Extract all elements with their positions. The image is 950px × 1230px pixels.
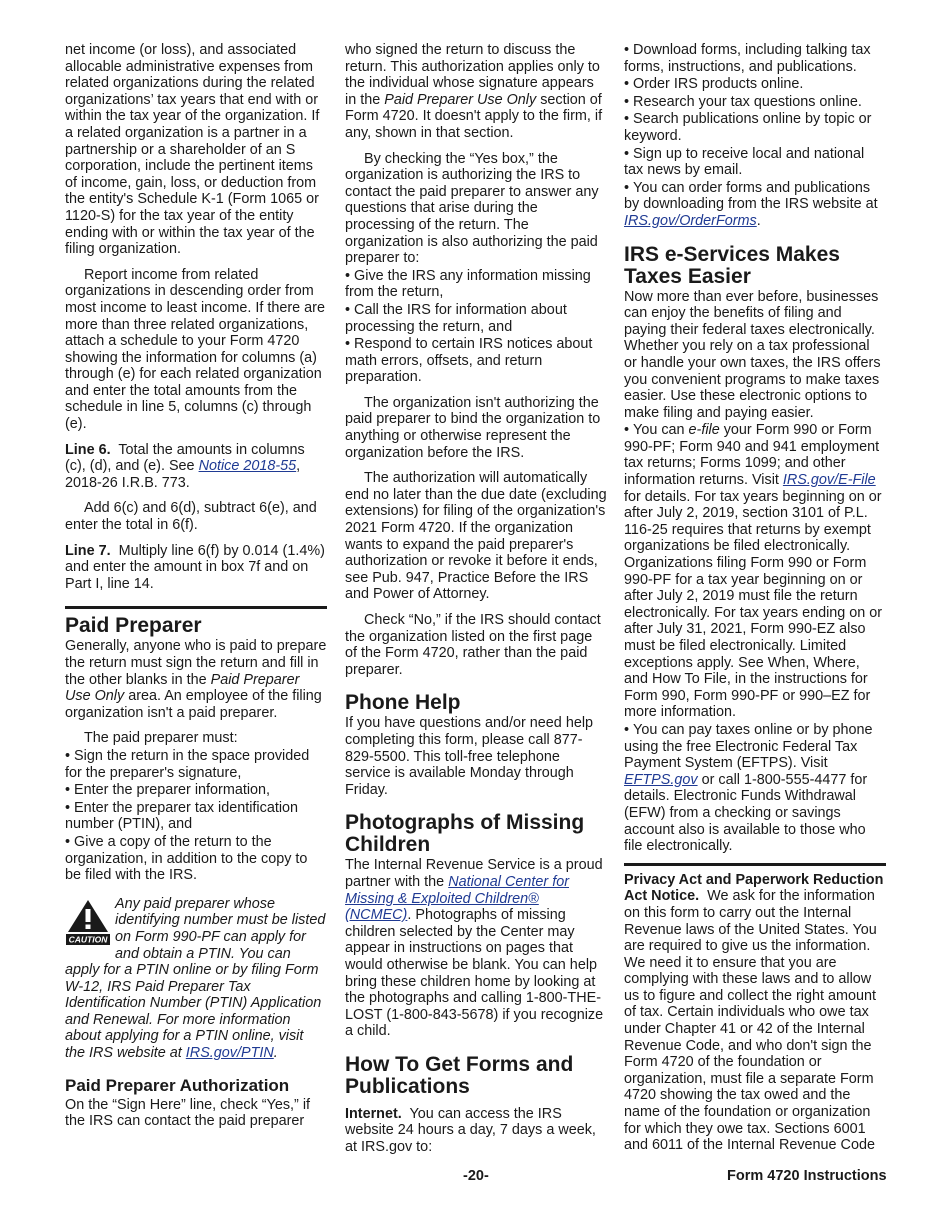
paragraph-authorization: On the “Sign Here” line, check “Yes,” if the IRS can contact the paid preparer — [65, 1096, 311, 1130]
efile-italic: e-file — [688, 422, 720, 439]
column-left — [65, 42, 327, 1139]
paragraph-related-orgs: net income (or loss), and associated allocable administrative expenses from related organizations during the related organizations’ tax years that end with or within the tax year of the organization. If a related organization is a partner in a partnership or a shareholder of an S corporation, include the pertinent items of income, gain, loss, or deduction from the entity's Schedule K-1 (Form 1065 or 1120-S) for the tax year of the entity ending with or within the tax year of the filing organization. — [65, 42, 320, 258]
photos-text: The Internal Revenue Service is a proud partner with the — [345, 857, 603, 890]
signed-italic: Paid Preparer Use Only — [384, 91, 537, 108]
caution-icon — [65, 898, 111, 946]
list-item: • Sign up to receive local and national tax news by email. — [624, 146, 886, 179]
form-name: Form 4720 Instructions — [727, 1168, 887, 1184]
list-item: • Search publications online by topic or keyword. — [624, 111, 886, 144]
efile-text: You can — [633, 422, 685, 439]
paragraph-signed-return — [345, 42, 607, 142]
paragraph-e-services: Now more than ever before, businesses can enjoy the benefits of filing and paying their federal taxes electronically. Whether you rely on a tax professional or handle your own taxes, the IRS offers you convenient programs to make taxes easier. Use these electronic options to make filing and paying easier. — [624, 288, 881, 421]
paragraph-internet — [345, 1106, 607, 1156]
list-item: • Enter the preparer information, — [65, 782, 327, 799]
paragraph-line-6 — [65, 442, 327, 492]
paragraph-check-no: Check “No,” if the IRS should contact the organization listed on the first page of the Form 4720, rather than the paid preparer. — [345, 612, 601, 678]
heading-phone-help: Phone Help — [345, 691, 461, 715]
section-divider — [65, 606, 327, 609]
pp-text-end: area. An employee of the filing organization isn't a paid preparer. — [65, 688, 322, 721]
ptin-link[interactable]: IRS.gov/PTIN — [185, 1045, 274, 1062]
paragraph-paid-preparer — [65, 638, 327, 721]
list-item-order-forms: • You can order forms and publications by downloading from the IRS website at IRS.gov/OrderForms. — [624, 180, 886, 230]
paragraph-authorization-end: The authorization will automatically end no later than the due date (excluding extensions) for filing of the organization's 2021 Form 4720. If the organization wants to expand the paid preparer's authorization or revoke it before it ends, see Pub. 947, Practice Before the IRS and Power of Attorney. — [345, 470, 607, 603]
paragraph-report-income: Report income from related organizations in descending order from most income to least income. If there are more than three related organizations, attach a schedule to your Form 4720 showing the information for columns (a) through (e) for each related organization and enter the total amounts from the schedule in line 5, columns (c) through (e). — [65, 266, 325, 433]
heading-paid-preparer-authorization: Paid Preparer Authorization — [65, 1075, 290, 1095]
list-item-eftps — [624, 722, 886, 855]
column-middle — [345, 42, 607, 1165]
pp-italic: Paid Preparer Use Only — [65, 671, 300, 705]
line-6-text: Total the amounts in columns (c), (d), and (e). See — [65, 441, 305, 475]
paragraph-line-7 — [65, 543, 327, 593]
privacy-text: We ask for the information on this form to carry out the Internal Revenue laws of the United States. You are required to give us the information. We need it to ensure that you are complying with these laws and to allow us to figure and collect the right amount of tax. Certain individuals who owe tax under Chapter 41 or 42 of the Internal Revenue Code, and who don't sign the Form 4720 of the foundation or organization, must file a separate Form 4720 showing the tax owed and the name of the foundation or organization for which they owe tax. Sections 6001 and 6011 of the Internal Revenue Code — [624, 888, 877, 1154]
order-forms-link[interactable]: IRS.gov/OrderForms — [624, 212, 757, 229]
internet-label: Internet. — [345, 1105, 402, 1122]
paragraph-not-authorizing: The organization isn't authorizing the paid preparer to bind the organization to anything or otherwise represent the organization before the IRS. — [345, 394, 601, 461]
list-item: • Enter the preparer tax identification number (PTIN), and — [65, 800, 327, 833]
list-item-efile — [624, 422, 886, 721]
caution-label: CAUTION — [68, 934, 108, 945]
paragraph-phone-help: If you have questions and/or need help completing this form, please call 877-829-5500. This toll-free telephone service is available Monday through Friday. — [345, 715, 594, 798]
pay-text-end: or call 1-800-555-4477 for details. Electronic Funds Withdrawal (EFW) from a checking or savings account also is available to those who file electronically. — [624, 771, 868, 855]
privacy-label: Privacy Act and Paperwork Reduction Act Notice. — [624, 871, 884, 905]
pp-text: Generally, anyone who is paid to prepare the return must sign the return and fill in the other blanks in the — [65, 638, 327, 688]
signed-text-end: section of Form 4720. It doesn't apply to the firm, if any, shown in that section. — [345, 91, 603, 141]
paragraph-privacy-act — [624, 872, 886, 1154]
internet-text: You can access the IRS website 24 hours a day, 7 days a week, at IRS.gov to: — [345, 1105, 596, 1156]
section-divider — [624, 863, 886, 866]
column-right — [624, 42, 886, 1163]
heading-photographs: Photographs of Missing Children — [345, 811, 585, 857]
pay-text: You can pay taxes online or by phone using the free Electronic Federal Tax Payment System (EFTPS). Visit — [624, 721, 873, 772]
line-7-label: Line 7. — [65, 542, 111, 559]
list-item: • Order IRS products online. — [624, 76, 886, 93]
efile-link[interactable]: IRS.gov/E-File — [782, 472, 876, 489]
list-item: • Give a copy of the return to the organization, in addition to the copy to be filed with the IRS. — [65, 834, 327, 884]
photos-text-end: . Photographs of missing children selected by the Center may appear in instructions on pages that would otherwise be blank. You can help bring these children home by looking at the photographs and calling 1-800-THE-LOST (1-800-843-5678) if you recognize a child. — [345, 907, 604, 1040]
efile-text-end: for details. For tax years beginning on or after July 2, 2019, section 3101 of P.L. 116-25 requires that returns by exempt organizations be filed electronically. Organizations filing Form 990 or Form 990-PF for a tax year beginning on or after July 2, 2019 must file the return electronically. For tax years ending on or after July 31, 2021, Form 990-EZ also must be filed electronically. Limited exceptions apply. See When, Where, and How To File, in the instructions for Form 990, Form 990-PF or 990–EZ for more information. — [624, 488, 883, 721]
paragraph-photographs — [345, 857, 607, 1040]
list-item: • Sign the return in the space provided for the preparer's signature, — [65, 748, 327, 781]
line-7-text: Multiply line 6(f) by 0.014 (1.4%) and enter the amount in box 7f and on Part I, line 14. — [65, 542, 325, 592]
page-number: -20- — [463, 1168, 489, 1184]
paragraph-preparer-must: The paid preparer must: — [84, 730, 238, 747]
caution-text: Any paid preparer whose identifying number must be listed on Form 990-PF can apply for and obtain a PTIN. You can apply for a PTIN online or by filing Form W-12, IRS Paid Preparer Tax Identification Number (PTIN) Application and Renewal. For more information about applying for a PTIN online, visit the IRS website at — [65, 895, 326, 1062]
paragraph-yes-box: By checking the “Yes box,” the organization is authorizing the IRS to contact the paid preparer to answer any questions that arise during the processing of the return. The organization is also authorizing the paid preparer to: — [345, 150, 599, 267]
list-item: • Download forms, including talking tax forms, instructions, and publications. — [624, 42, 886, 75]
order-text: You can order forms and publications by downloading from the IRS website at — [624, 179, 878, 213]
line-6-citation: , 2018-26 I.R.B. 773. — [65, 458, 301, 491]
heading-forms-publications: How To Get Forms and Publications — [345, 1052, 574, 1098]
heading-paid-preparer: Paid Preparer — [65, 614, 202, 638]
notice-2018-55-link[interactable]: Notice 2018-55 — [198, 458, 297, 475]
paragraph-add-6: Add 6(c) and 6(d), subtract 6(e), and enter the total in 6(f). — [65, 500, 317, 534]
efile-text-mid: your Form 990 or Form 990-PF; Form 940 and 941 employment tax returns; Forms 1099; and other information returns. Visit — [624, 422, 880, 489]
list-item: • Give the IRS any information missing from the return, — [345, 268, 607, 301]
list-item: • Call the IRS for information about processing the return, and — [345, 302, 607, 335]
eftps-link[interactable]: EFTPS.gov — [624, 771, 698, 788]
signed-text: who signed the return to discuss the return. This authorization applies only to the individual whose signature appears in the — [345, 42, 600, 108]
line-6-label: Line 6. — [65, 441, 111, 458]
caution-box: CAUTION Any paid preparer whose identifying number must be listed on Form 990-PF can apply for and obtain a PTIN. You can apply for a PTIN online or by filing Form W-12, IRS Paid Preparer Tax Identification Number (PTIN) Application and Renewal. For more information about applying for a PTIN online, visit the IRS website at IRS.gov/PTIN. — [65, 895, 326, 1062]
list-item: • Respond to certain IRS notices about math errors, offsets, and return preparation. — [345, 336, 607, 386]
heading-e-services: IRS e-Services Makes Taxes Easier — [624, 242, 840, 288]
list-item: • Research your tax questions online. — [624, 94, 886, 111]
ncmec-link[interactable]: National Center for Missing & Exploited Children® (NCMEC) — [345, 873, 569, 924]
